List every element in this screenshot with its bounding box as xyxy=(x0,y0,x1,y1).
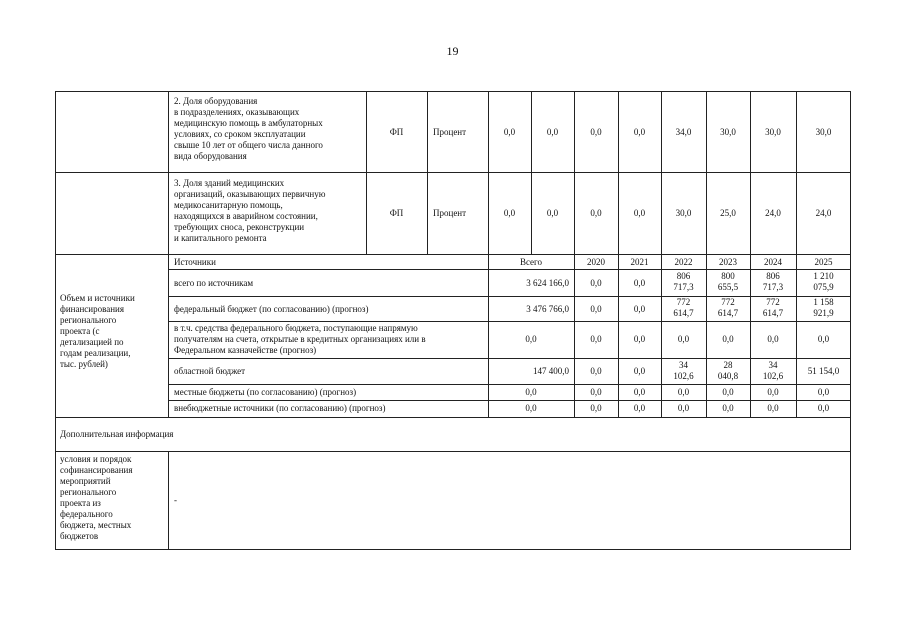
indicator-value: 0,0 xyxy=(546,127,559,137)
header-source: Источники xyxy=(174,257,216,267)
row-divider xyxy=(55,451,851,452)
header-year: 2020 xyxy=(587,257,605,267)
year-value: 34 102,6 xyxy=(762,360,784,381)
indicator-value: 24,0 xyxy=(815,208,832,218)
year-value: 0,0 xyxy=(633,403,646,413)
year-value: 800 655,5 xyxy=(717,271,739,292)
year-value: 0,0 xyxy=(767,334,779,344)
source-total: 0,0 xyxy=(525,387,537,397)
indicator-name: 2. Доля оборудования в подразделениях, оказывающих медицинскую помощь в амбулаторных условиях, со сроком эксплуатации свыше 10 лет от общего числа данного вида оборудования xyxy=(174,96,323,161)
row-divider xyxy=(55,254,851,255)
source-total: 3 476 766,0 xyxy=(526,304,569,314)
source-name: всего по источникам xyxy=(174,278,254,288)
source-name: в т.ч. средства федерального бюджета, поступающие напрямую получателям на счета, открытые в кредитных организациях или в Федеральном казначействе (прогноз) xyxy=(174,323,426,355)
indicator-value: 30,0 xyxy=(765,127,781,137)
row-divider xyxy=(168,358,851,359)
year-value: 0,0 xyxy=(633,278,646,288)
year-value: 0,0 xyxy=(633,334,646,344)
indicator-value: 34,0 xyxy=(675,127,692,137)
year-value: 0,0 xyxy=(817,403,830,413)
year-value: 772 614,7 xyxy=(762,297,784,318)
row-divider xyxy=(55,172,851,173)
header-year: 2024 xyxy=(764,257,782,267)
col-divider xyxy=(427,91,428,254)
year-value: 0,0 xyxy=(590,387,602,397)
col-divider xyxy=(168,91,169,417)
year-value: 0,0 xyxy=(677,387,690,397)
year-value: 0,0 xyxy=(817,334,830,344)
indicator-value: 0,0 xyxy=(633,208,646,218)
year-value: 0,0 xyxy=(590,334,602,344)
year-value: 0,0 xyxy=(590,366,602,376)
source-name: областной бюджет xyxy=(174,366,246,376)
header-year: 2021 xyxy=(630,257,649,267)
indicator-value: 0,0 xyxy=(590,208,602,218)
conditions-value: - xyxy=(174,495,177,505)
page-number: 19 xyxy=(446,44,459,58)
indicator-value: 0,0 xyxy=(503,127,516,137)
year-value: 0,0 xyxy=(767,403,779,413)
row-divider xyxy=(168,400,851,401)
source-total: 147 400,0 xyxy=(533,366,569,376)
year-value: 0,0 xyxy=(590,304,602,314)
indicator-value: 0,0 xyxy=(633,127,646,137)
year-value: 772 614,7 xyxy=(717,297,739,318)
header-year: 2022 xyxy=(674,257,693,267)
header-total: Всего xyxy=(519,257,543,267)
indicator-value: 30,0 xyxy=(815,127,832,137)
year-value: 0,0 xyxy=(722,403,734,413)
year-value: 0,0 xyxy=(677,334,690,344)
year-value: 0,0 xyxy=(677,403,690,413)
row-divider xyxy=(168,321,851,322)
year-value: 1 158 921,9 xyxy=(813,297,834,318)
year-value: 0,0 xyxy=(722,387,734,397)
financing-section-label: Объем и источники финансирования регионального проекта (с детализацией по годам реализации, тыс. рублей) xyxy=(60,293,135,369)
indicator-value: 24,0 xyxy=(765,208,781,218)
year-value: 1 210 075,9 xyxy=(813,271,834,292)
indicator-type: ФП xyxy=(389,208,404,218)
source-name: местные бюджеты (по согласованию) (прогноз) xyxy=(174,387,357,397)
col-divider xyxy=(488,91,489,254)
source-name: внебюджетные источники (по согласованию) (прогноз) xyxy=(174,403,386,413)
year-value: 0,0 xyxy=(590,403,602,413)
year-value: 0,0 xyxy=(633,304,646,314)
row-divider xyxy=(168,269,851,270)
year-value: 0,0 xyxy=(722,334,734,344)
indicator-value: 0,0 xyxy=(503,208,516,218)
indicator-type: ФП xyxy=(389,127,404,137)
indicator-unit: Процент xyxy=(433,208,467,218)
additional-info-heading: Дополнительная информация xyxy=(60,429,174,439)
source-total: 0,0 xyxy=(525,403,537,413)
year-value: 0,0 xyxy=(767,387,779,397)
indicator-value: 0,0 xyxy=(546,208,559,218)
indicator-value: 25,0 xyxy=(720,208,736,218)
row-divider xyxy=(55,417,851,418)
header-year: 2025 xyxy=(814,257,833,267)
indicator-name: 3. Доля зданий медицинских организаций, оказывающих первичную медикосанитарную помощь, находящихся в аварийном состоянии, требующих сноса, реконструкции и капитального ремонта xyxy=(174,178,326,243)
year-value: 0,0 xyxy=(633,387,646,397)
year-value: 28 040,8 xyxy=(717,360,739,381)
col-divider xyxy=(531,91,532,254)
conditions-label: условия и порядок софинансирования мероприятий регионального проекта из федерального бюджета, местных бюджетов xyxy=(60,454,133,541)
year-value: 772 614,7 xyxy=(673,297,694,318)
row-divider xyxy=(168,384,851,385)
year-value: 51 154,0 xyxy=(807,366,840,376)
col-divider xyxy=(366,91,367,254)
year-value: 806 717,3 xyxy=(673,271,694,292)
source-total: 3 624 166,0 xyxy=(526,278,569,288)
source-total: 0,0 xyxy=(525,334,537,344)
indicator-unit: Процент xyxy=(433,127,467,137)
header-year: 2023 xyxy=(719,257,737,267)
indicator-value: 30,0 xyxy=(720,127,736,137)
year-value: 0,0 xyxy=(633,366,646,376)
indicator-value: 0,0 xyxy=(590,127,602,137)
source-name: федеральный бюджет (по согласованию) (прогноз) xyxy=(174,304,369,314)
col-divider xyxy=(168,451,169,550)
year-value: 0,0 xyxy=(817,387,830,397)
year-value: 806 717,3 xyxy=(762,271,784,292)
year-value: 0,0 xyxy=(590,278,602,288)
indicator-value: 30,0 xyxy=(675,208,692,218)
year-value: 34 102,6 xyxy=(673,360,694,381)
